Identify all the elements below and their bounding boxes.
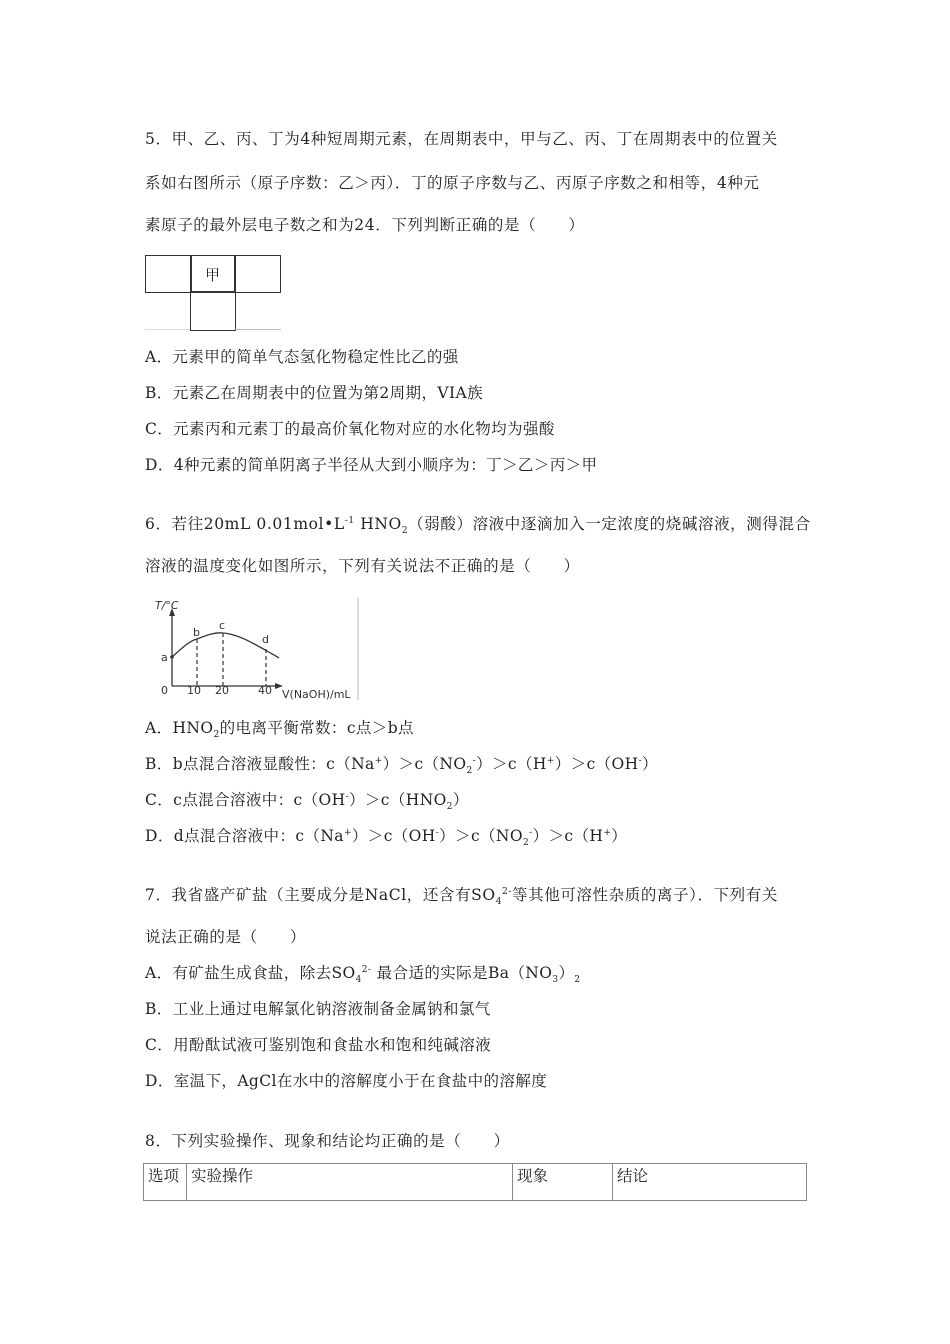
x-axis-label: V(NaOH)/mL (282, 688, 351, 701)
point-label-b: b (193, 626, 200, 639)
header-phenomenon: 现象 (513, 1164, 613, 1201)
q6-option-d: D．d点混合溶液中：$c(Na^+)>c(OH^-)>c(NO_2^-)>c(H^+)$ (145, 827, 628, 849)
temperature-chart (155, 598, 360, 701)
header-option: 选项 (144, 1164, 187, 1201)
q6-stem-line1: 6．若往20mL $0.01mol•L^{-1}$ $HNO_2$（弱酸）溶液中逐滴加入一定浓度的烧碱溶液，测得混合 (145, 515, 811, 537)
q7-option-d: D．室温下，AgCl在水中的溶解度小于在食盐中的溶解度 (145, 1072, 548, 1090)
q7-option-b: B．工业上通过电解氯化钠溶液制备金属钠和氯气 (145, 1000, 491, 1018)
x-tick-40: 40 (258, 684, 272, 697)
q5-option-b: B．元素乙在周期表中的位置为第2周期，VIA族 (145, 384, 483, 402)
q6-option-c: C．c点混合溶液中：$c(OH^-)>c(HNO_2)$ (145, 791, 469, 813)
q5-option-c: C．元素丙和元素丁的最高价氧化物对应的水化物均为强酸 (145, 420, 555, 438)
x-tick-20: 20 (215, 684, 229, 697)
cell-right (234, 255, 281, 293)
q5-stem-line1: 5．甲、乙、丙、丁为4种短周期元素，在周期表中，甲与乙、丙、丁在周期表中的位置关 (145, 130, 778, 148)
q5-stem-line2: 系如右图所示（原子序数：乙＞丙）．丁的原子序数与乙、丙原子序数之和相等，4种元 (145, 174, 760, 192)
q6-stem-line2: 溶液的温度变化如图所示，下列有关说法不正确的是（ ） (145, 557, 580, 575)
q5-stem-line3: 素原子的最外层电子数之和为24．下列判断正确的是（ ） (145, 216, 585, 234)
header-conclusion: 结论 (613, 1164, 807, 1201)
q7-option-a: A．有矿盐生成食盐，除去$SO_4^{2-}$ 最合适的实际是$Ba(NO_3)_2$ (145, 964, 581, 986)
q7-stem-line1: 7．我省盛产矿盐（主要成分是NaCl，还含有$SO_4^{2-}$等其他可溶性杂质的离子）．下列有关 (145, 886, 778, 908)
experiment-table (143, 1163, 807, 1201)
cell-left (145, 255, 192, 293)
point-a (170, 655, 174, 659)
table-header-row (144, 1164, 807, 1201)
point-label-c: c (219, 619, 226, 632)
point-label-d: d (262, 633, 269, 646)
table-edge-left (145, 329, 190, 330)
q6-option-b: B．b点混合溶液显酸性：$c(Na^+)>c(NO_2^-)>c(H^+)>c(OH^-)$ (145, 755, 658, 777)
q8-stem-line1: 8．下列实验操作、现象和结论均正确的是（ ） (145, 1132, 510, 1150)
q5-option-d: D．4种元素的简单阴离子半径从大到小顺序为：丁＞乙＞丙＞甲 (145, 456, 598, 474)
q5-option-a: A．元素甲的简单气态氢化物稳定性比乙的强 (145, 348, 459, 366)
cell-below (190, 291, 236, 331)
header-operation: 实验操作 (187, 1164, 513, 1201)
x-tick-0: 0 (161, 684, 168, 697)
table-edge (234, 329, 281, 330)
x-tick-10: 10 (187, 684, 201, 697)
point-label-a: a (161, 651, 168, 664)
q7-option-c: C．用酚酞试液可鉴别饱和食盐水和饱和纯碱溶液 (145, 1036, 492, 1054)
cell-label-jia: 甲 (205, 266, 221, 284)
y-axis-label: T/°C (155, 599, 179, 612)
q6-option-a: A．$HNO_2$的电离平衡常数：c点＞b点 (145, 719, 414, 741)
q7-stem-line2: 说法正确的是（ ） (145, 928, 307, 946)
periodic-table-fragment (145, 255, 281, 331)
